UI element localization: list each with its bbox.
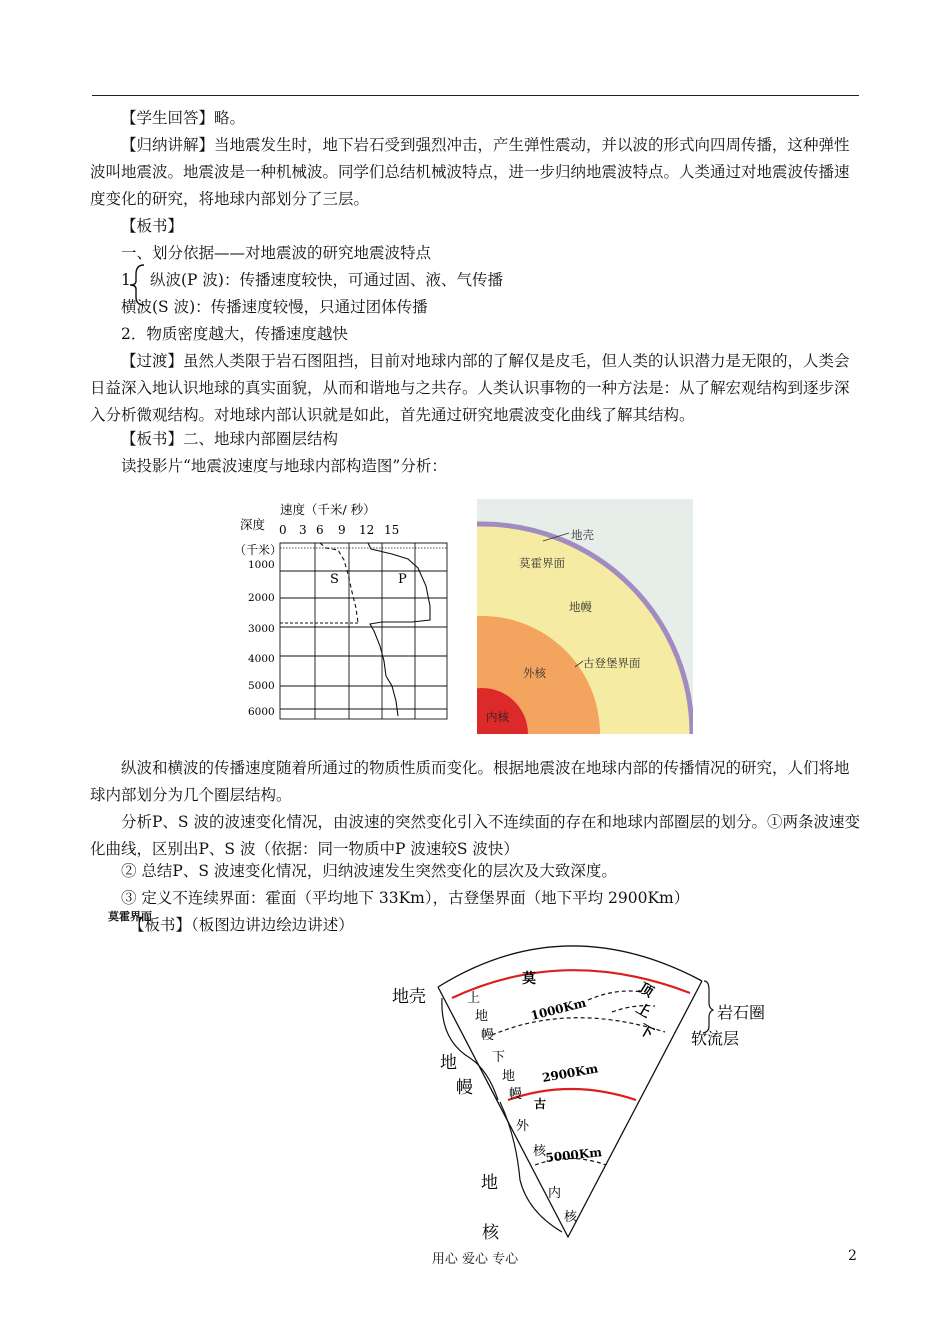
lower-mantle-3: 幔 — [509, 1087, 523, 1102]
y-tick-2000: 2000 — [248, 592, 275, 604]
inner-core-2: 核 — [564, 1210, 578, 1225]
lithosphere-brace-icon — [703, 981, 713, 1033]
moho-label: 莫霍界面 — [519, 556, 565, 570]
depth-axis-label: 深度 — [240, 517, 266, 532]
y-tick-1000: 1000 — [248, 559, 275, 571]
student-answer: 【学生回答】略。 — [121, 109, 246, 127]
earth-structure-image — [477, 499, 693, 734]
x-tick-0: 0 — [279, 523, 287, 537]
surface-arc — [438, 946, 702, 987]
depth-unit-label: （千米） — [234, 543, 283, 557]
x-tick-12: 12 — [359, 523, 375, 537]
x-tick-15: 15 — [384, 523, 400, 537]
wave-property-paragraph: 纵波和横波的传播速度随着所通过的物质性质而变化。根据地震波在地球内部的传播情况的研究，人们将地球内部划分为几个圈层结构。 — [90, 759, 850, 804]
crust-text: 地壳 — [392, 987, 426, 1007]
moho-stamp: 莫霍界面 — [108, 910, 152, 923]
asthenosphere-label: 软流层 — [691, 1029, 740, 1048]
speed-axis-label: 速度（千米/ 秒） — [280, 502, 376, 517]
moho-mark: 莫 — [522, 971, 536, 987]
depth-5000: 5000Km — [544, 1145, 603, 1165]
upper-mark: 上 — [633, 1000, 654, 1022]
earth-wedge-diagram — [380, 940, 780, 1250]
mantle-label: 地幔 — [569, 600, 592, 614]
x-tick-9: 9 — [338, 523, 346, 537]
inner-core-label: 内核 — [486, 710, 509, 724]
depth-2900: 2900Km — [541, 1061, 600, 1085]
x-tick-6: 6 — [316, 523, 324, 537]
outer-core-1: 外 — [516, 1119, 530, 1134]
section-two-heading: 【板书】二、地球内部圈层结构 — [121, 430, 339, 448]
upper-mantle-2: 地 — [475, 1009, 489, 1024]
item-1-number: 1 — [121, 271, 131, 289]
board-heading: 【板书】 — [121, 217, 184, 235]
seismic-velocity-graph — [232, 496, 457, 728]
header-rule — [92, 95, 859, 96]
top-mark: 顶 — [635, 979, 657, 1001]
page-number: 2 — [848, 1248, 857, 1264]
x-tick-3: 3 — [299, 523, 307, 537]
outer-core-2: 核 — [533, 1144, 547, 1159]
gutenberg-mark: 古 — [534, 1097, 547, 1111]
mantle-text-2: 幔 — [456, 1078, 473, 1098]
summary-paragraph: 【归纳讲解】当地震发生时，地下岩石受到强烈冲击，产生弹性震动，并以波的形式向四周传播，这种弹性波叫地震波。地震波是一种机械波。同学们总结机械波特点，进一步归纳地震波特点。人类通过对地震波传播速度变化的研究，将地球内部划分了三层。 — [90, 136, 850, 208]
section-one-heading: 一、划分依据——对地震波的研究地震波特点 — [121, 244, 432, 262]
crust-label: 地壳 — [571, 528, 594, 542]
upper-mantle-1: 上 — [467, 991, 481, 1006]
lower-mantle-2: 地 — [502, 1069, 516, 1084]
depth-1000: 1000Km — [529, 995, 588, 1023]
define-discontinuity: ③ 定义不连续界面：霍面（平均地下 33Km），古登堡界面（地下平均 2900Km） — [121, 889, 690, 907]
page-footer: 用心 爱心 专心 — [431, 1252, 519, 1267]
p-wave-line: 纵波(P 波)：传播速度较快，可通过固、液、气传播 — [150, 271, 503, 289]
lower-mark: 下 — [636, 1021, 657, 1043]
s-curve-label: S — [330, 572, 339, 587]
board-drawing-heading: 【板书】（板图边讲边绘边讲述） — [129, 916, 354, 934]
analysis-paragraph: 分析P、S 波的波速变化情况，由波速的突然变化引入不连续面的存在和地球内部圈层的划分。①两条波速变化曲线，区别出P、S 波（依据：同一物质中P 波速较S 波快） — [90, 813, 860, 858]
y-tick-4000: 4000 — [248, 653, 275, 665]
y-tick-6000: 6000 — [248, 706, 275, 718]
y-tick-3000: 3000 — [248, 623, 275, 635]
core-text-2: 核 — [482, 1223, 499, 1243]
lower-mantle-1: 下 — [492, 1050, 506, 1065]
s-wave-line: 横波(S 波)：传播速度较慢，只通过团体传播 — [121, 298, 428, 316]
core-text-1: 地 — [481, 1173, 498, 1193]
inner-core-1: 内 — [548, 1186, 562, 1201]
gutenberg-label: 古登堡界面 — [583, 656, 641, 670]
y-tick-5000: 5000 — [248, 680, 275, 692]
gutenberg-line — [508, 1089, 636, 1100]
summary-step-2: ② 总结P、S 波速变化情况，归纳波速发生突然变化的层次及大致深度。 — [121, 862, 617, 880]
upper-mantle-3: 幔 — [481, 1028, 495, 1043]
p-curve-label: P — [398, 572, 407, 587]
transition-paragraph: 【过渡】虽然人类限于岩石图阻挡，目前对地球内部的了解仅是皮毛，但人类的认识潜力是无限的，人类会日益深入地认识地球的真实面貌，从而和谐地与之共存。人类认识事物的一种方法是：从了解宏观结构到逐步深入分析微观结构。对地球内部认识就是如此，首先通过研究地震波变化曲线了解其结构。 — [90, 352, 850, 424]
mantle-text-1: 地 — [440, 1053, 457, 1073]
density-line: 2．物质密度越大，传播速度越快 — [121, 325, 348, 343]
lithosphere-label: 岩石圈 — [717, 1003, 766, 1022]
outer-core-label: 外核 — [523, 666, 546, 680]
moho-line — [452, 970, 690, 998]
projector-instruction: 读投影片“地震波速度与地球内部构造图”分析： — [121, 457, 447, 475]
